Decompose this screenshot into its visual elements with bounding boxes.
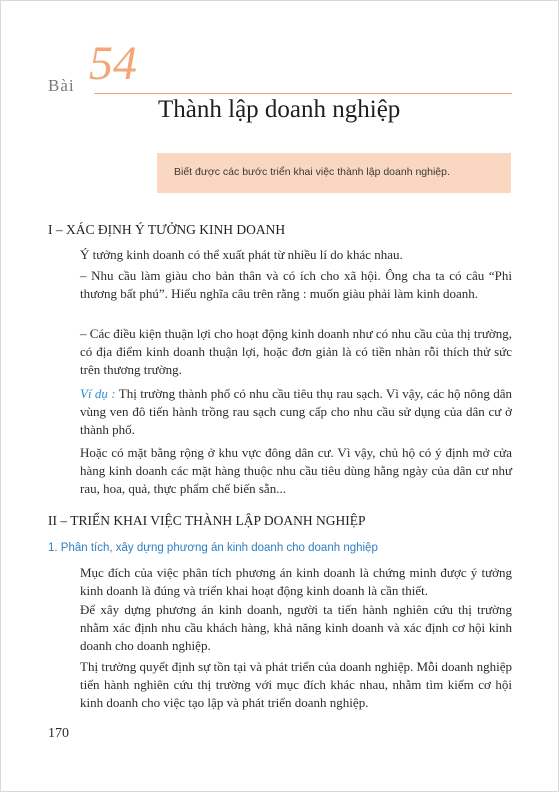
lesson-label: Bài [48,76,75,95]
subsection-1-heading: 1. Phân tích, xây dựng phương án kinh doanh cho doanh nghiệp [48,542,378,554]
example-text: Thị trường thành phố có nhu cầu tiêu thụ rau sạch. Vì vậy, các hộ nông dân vùng ven đô tiến hành trồng rau sạch cung cấp cho nhu cầu sử dụng của dân cư ở thành phố. [80,386,512,437]
objective-box [157,153,511,193]
section-1-paragraph-1: Ý tưởng kinh doanh có thể xuất phát từ nhiều lí do khác nhau. [80,247,403,262]
section-1-paragraph-3: – Các điều kiện thuận lợi cho hoạt động kinh doanh như có nhu cầu của thị trường, có địa điểm kinh doanh thuận lợi, hoặc đơn giản là có tiền nhàn rỗi thích thử sức trên thương trường. [80,326,512,377]
section-2-heading: II – TRIỂN KHAI VIỆC THÀNH LẬP DOANH NGHIỆP [48,513,366,528]
section-1-example [80,385,512,439]
section-1-paragraph-4: Hoặc có mặt bằng rộng ở khu vực đông dân cư. Vì vậy, chủ hộ có ý định mở cửa hàng kinh doanh các mặt hàng thuộc nhu cầu tiêu dùng hằng ngày của dân cư như rau, hoa, quả, thực phẩm chế biến sẵn... [80,445,512,496]
section-1-heading: I – XÁC ĐỊNH Ý TƯỞNG KINH DOANH [48,222,286,237]
section-2-paragraph-1: Mục đích của việc phân tích phương án kinh doanh là chứng minh được ý tưởng kinh doanh là đúng và triển khai hoạt động kinh doanh là cần thiết. [80,565,512,598]
header-rule [94,93,512,94]
lesson-number: 54 [89,37,137,90]
page-title: Thành lập doanh nghiệp [158,96,401,123]
objective-text: Biết được các bước triển khai việc thành lập doanh nghiệp. [174,166,450,178]
example-label: Ví dụ : [80,386,116,401]
section-2-paragraph-2: Để xây dựng phương án kinh doanh, người ta tiến hành nghiên cứu thị trường nhằm xác định nhu cầu khách hàng, khả năng kinh doanh và xác định cơ hội kinh doanh cho doanh nghiệp. [80,602,512,653]
section-2-paragraph-3: Thị trường quyết định sự tồn tại và phát triển của doanh nghiệp. Mỗi doanh nghiệp tiến hành nghiên cứu thị trường với mục đích khác nhau, nhằm tìm kiếm cơ hội kinh doanh cho việc tạo lập và phát triển doanh nghiệp. [80,659,512,710]
page-number: 170 [48,726,69,741]
section-1-paragraph-2: – Nhu cầu làm giàu cho bản thân và có ích cho xã hội. Ông cha ta có câu “Phi thương bất phú”. Hiểu nghĩa câu trên rằng : muốn giàu phải làm kinh doanh. [80,268,512,301]
